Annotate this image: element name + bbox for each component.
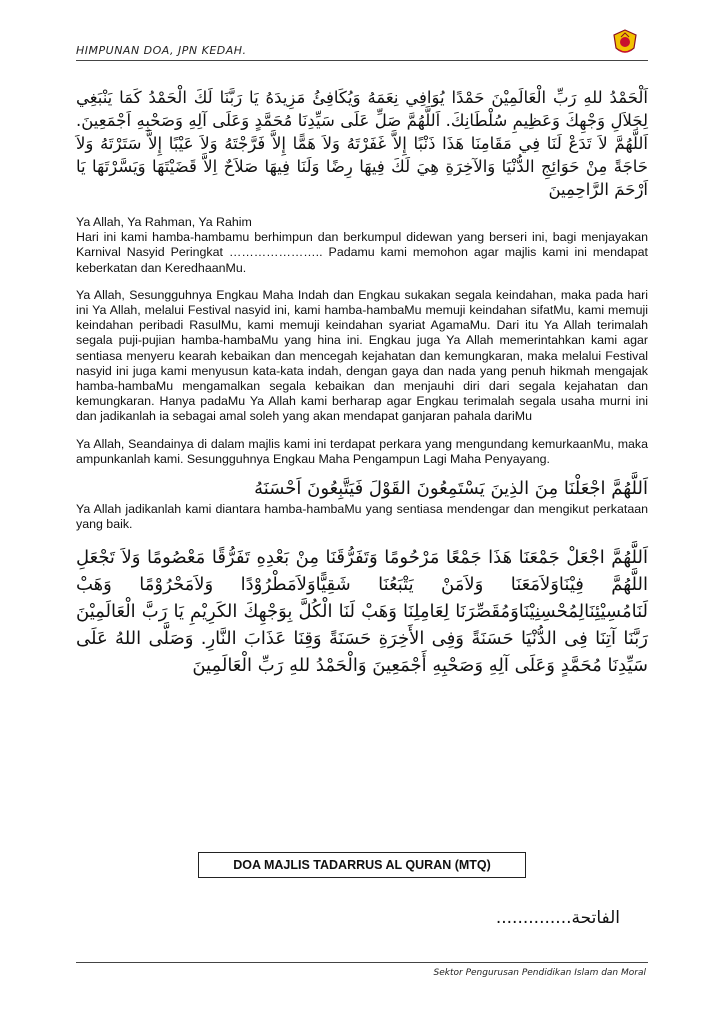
paragraph-3-line-1: Ya Allah, Seandainya di dalam majlis kami ini terdapat perkara yang mengundang kemurkaanMu, maka ampunkanlah kami. Sesungguhnya Engkau Maha Pengampun Lagi Maha Penyayang. — [76, 436, 648, 466]
paragraph-1 — [76, 215, 648, 276]
paragraph-1-line-1: Ya Allah, Ya Rahman, Ya Rahim — [76, 215, 252, 229]
crest-emblem-icon — [610, 28, 640, 58]
paragraph-1-line-2: Hari ini kami hamba-hambamu berhimpun dan berkumpul didewan yang berseri ini, bagi menjayakan Karnival Nasyid Peringkat ………………….. Padamu kami memohon agar majlis kami ini mendapat keberkatan dan KeredhaanMu. — [76, 230, 648, 275]
arabic-closing-prayer: اَللَّهُمَّ اجْعَلْ جَمْعَنَا هَذَا جَمْعًا مَرْحُومًا وَتَفَرُّقَنَا مِنْ بَعْدِهِ تَفَرُّقًا مَعْصُومًا وَلاَ تَجْعَلِ اللَّهُمَّ فِيْنَاوَلاَمَعَنَا وَلاَمَنْ يَتْبَعُنَا شَقِيًّاوَلاَمَطْرُوْدًا وَلاَمَحْرُوْمًا وَهَبْ لَنَامُسِيْئِنَالِمُحْسِنِيْنَاوَمُقَصِّرَنَا لِعَامِلِنَا وَهَبْ لَنَا الْكُلَّ بِوَجْهِكَ الكَرِيْمِ يَا رَبَّ الْعَالَمِيْنَ رَبَّنَا آتِنَا فِى الدُّنْيَا حَسَنَةً وَفِى الأَخِرَةِ حَسَنَةً وَقِنَا عَذَابَ النَّارِ. وَصَلَّى اللهُ عَلَى سَيِّدِنَا مُحَمَّدٍ وَعَلَى آلِهِ وَصَحْبِهِ أَجْمَعِينَ وَالْحَمْدُ للهِ رَبِّ الْعَالَمِينَ — [76, 547, 648, 677]
verse-translation: Ya Allah jadikanlah kami diantara hamba-hambaMu yang sentiasa mendengar dan mengikut perkataan yang baik. — [76, 502, 648, 532]
footer-divider — [76, 962, 648, 963]
document-body — [76, 86, 648, 679]
arabic-opening-prayer: اَلْحَمْدُ للهِ رَبِّ الْعَالَمِيْنَ حَمْدًا يُوَافِي نِعَمَهُ وَيُكَافِئُ مَزِيدَهُ يَا رَبَّنَا لَكَ الْحَمْدُ كَمَا يَنْبَغِي لِجَلاَلِ وَجْهِكَ وَعَظِيمِ سُلْطَانِكَ. اَللَّهُمَّ صَلِّ عَلَى سَيِّدِنَا مُحَمَّدٍ وَعَلَى آلِهِ وَصَحْبِهِ اَجْمَعِينَ. اَللَّهُمَّ لاَ تَدَعْ لَنَا فِي مَقَامِنَا هَذَا ذَنْبًا إِلاَّ غَفَرْتَهُ وَلاَ هَمًّا إِلاَّ فَرَّجْتَهُ وَلاَ عَيْبًا إِلاَّ سَتَرْتَهُ وَلاَ حَاجَةً مِنْ حَوَائِجِ الدُّنْيَا وَالآخِرَةِ هِيَ لَكَ فِيهَا رِضًا وَلَنَا فِيهَا صَلاَحٌ اِلاَّ قَضَيْتَهَا وَيَسَّرْتَهَا يَا اَرْحَمَ الرَّاحِمِينَ — [76, 88, 648, 199]
paragraph-2 — [76, 288, 648, 425]
section-title: DOA MAJLIS TADARRUS AL QURAN (MTQ) — [198, 852, 526, 878]
footer-text: Sektor Pengurusan Pendidikan Islam dan Moral — [433, 968, 646, 978]
paragraph-3 — [76, 437, 648, 467]
header-title: HIMPUNAN DOA, JPN KEDAH. — [76, 44, 247, 57]
header-divider — [76, 60, 648, 61]
paragraph-2-line-1: Ya Allah, Sesungguhnya Engkau Maha Indah dan Engkau sukakan segala keindahan, maka pada hari ini Ya Allah, melalui Festival nasyid ini, kami hamba-hambaMu memuji keindahan sifatMu, kami memuji keindahan peribadi RasulMu, kami memuji keindahan syariat AgamaMu. Dari itu Ya Allah terimalah segala puji-pujian hamba-hambaMu yang hina ini. Engkau juga Ya Allah memerintahkan kami agar sentiasa menyeru kearah kebaikan dan mencegah kejahatan dan kemungkaran, maka melalui Festival nasyid ini juga kami menyusun kata-kata indah, dengan gaya dan nada yang penuh hikmah mengajak hamba-hambaMu mengamalkan segala kebaikan dan menjauhi diri dari segala kejahatan dan kemungkaran. Hanya padaMu Ya Allah kami berharap agar Engkau terimalah segala usaha murni ini dan jadikanlah ia sebagai amal soleh yang akan mendapat ganjaran pahala dariMu — [76, 287, 648, 424]
arabic-verse: اَللَّهُمَّ اجْعَلْنَا مِنَ الذِينَ يَسْتَمِعُونَ القَوْلَ فَيَتَّبِعُونَ اَحْسَنَهُ — [254, 478, 648, 500]
fatihah-label: الفاتحة.............. — [495, 908, 620, 928]
